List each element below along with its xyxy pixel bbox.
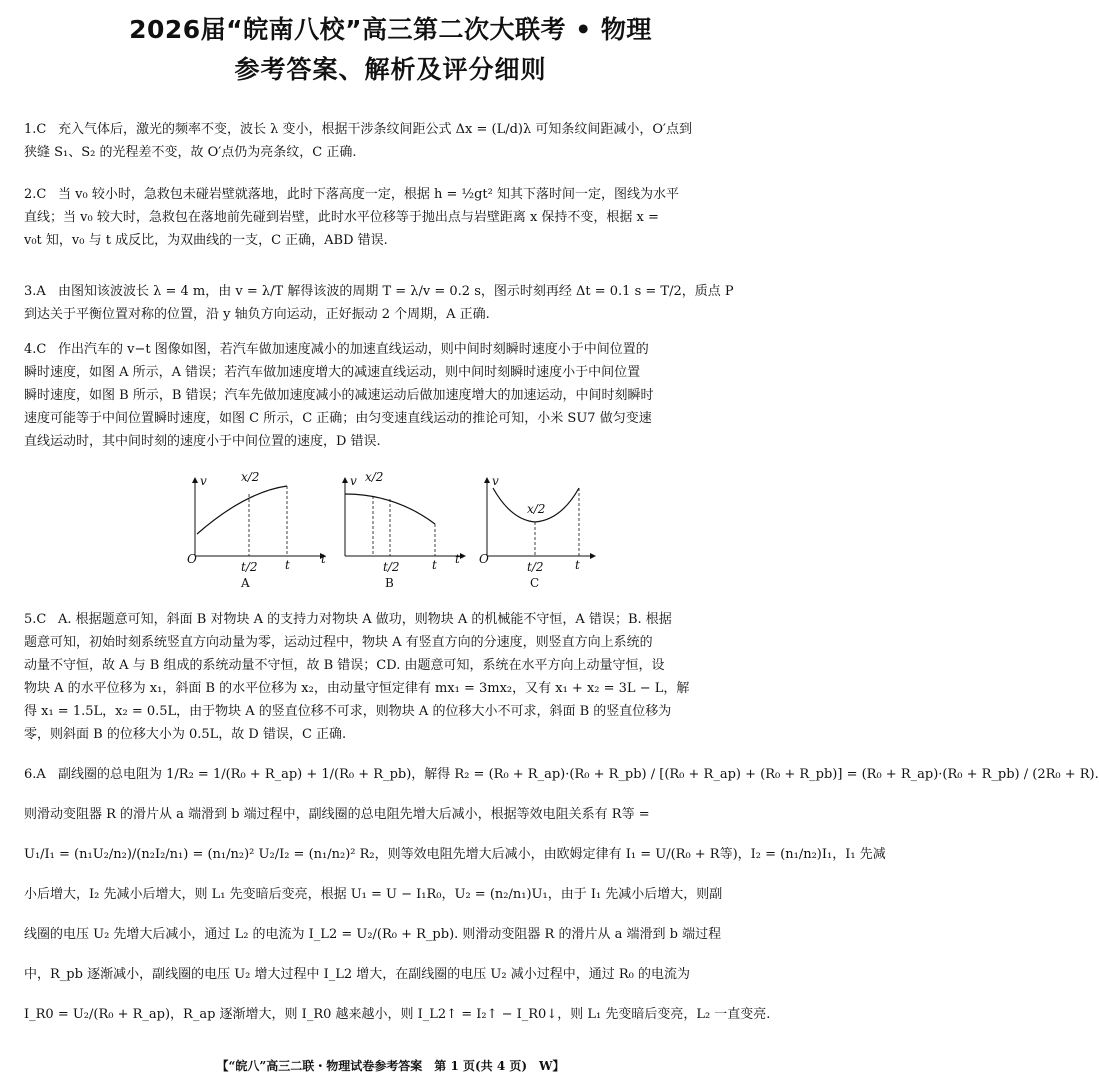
origin-label: O bbox=[187, 552, 197, 566]
answer-text: 副线圈的总电阻为 1/R₂ = 1/(R₀ + R_ap) + 1/(R₀ + R_pb)，解得 R₂ = (R₀ + R_ap)·(R₀ + R_pb) / [(R₀ + R_ap) + (R₀ + R_pb)] = (R₀ + R_ap)·(R₀ + R_pb) / (2R₀ + R). bbox=[58, 767, 1099, 782]
answer-line: 中，R_pb 逐渐减小，副线圈的电压 U₂ 增大过程中 I_L2 增大，在副线圈的电压 U₂ 减小过程中，通过 R₀ 的电流为 bbox=[24, 967, 690, 982]
graph-c-label: C bbox=[530, 576, 540, 590]
answer-line bbox=[24, 183, 759, 206]
answer-line: 动量不守恒，故 A 与 B 组成的系统动量不守恒，故 B 错误；CD. 由题意可知，系统在水平方向上动量守恒，设 bbox=[24, 658, 665, 673]
answer-line: 物块 A 的水平位移为 x₁，斜面 B 的水平位移为 x₂，由动量守恒定律有 mx₁ = 3mx₂，又有 x₁ + x₂ = 3L − L，解 bbox=[24, 681, 690, 696]
answer-text: 作出汽车的 v−t 图像如图，若汽车做加速度减小的加速直线运动，则中间时刻瞬时速度小于中间位置的 bbox=[58, 342, 649, 357]
answer-2 bbox=[24, 183, 759, 252]
origin-label: O bbox=[479, 552, 489, 566]
answer-line: 到达关于平衡位置对称的位置，沿 y 轴负方向运动，正好振动 2 个周期，A 正确. bbox=[24, 307, 490, 322]
axis-t-label: t bbox=[321, 552, 326, 566]
graph-a-label: A bbox=[241, 576, 250, 590]
page-subtitle: 参考答案、解析及评分细则 bbox=[234, 55, 547, 84]
graph-a bbox=[195, 478, 325, 556]
half-t-label: t/2 bbox=[241, 560, 258, 574]
axis-t-label: t bbox=[455, 552, 460, 566]
answer-text: A. 根据题意可知，斜面 B 对物块 A 的支持力对物块 A 做功，则物块 A 的机械能不守恒，A 错误；B. 根据 bbox=[58, 612, 672, 627]
answer-line: I_R0 = U₂/(R₀ + R_ap)，R_ap 逐渐增大，则 I_R0 越来越小，则 I_L2↑ = I₂↑ − I_R0↓，则 L₁ 先变暗后变亮，L₂ 一直变亮. bbox=[24, 1007, 771, 1022]
answer-line: 瞬时速度，如图 A 所示，A 错误；若汽车做加速度增大的减速直线运动，则中间时刻瞬时速度小于中间位置 bbox=[24, 365, 641, 380]
axis-v-label: v bbox=[200, 474, 207, 488]
axis-v-label: v bbox=[492, 474, 499, 488]
full-t-label: t bbox=[575, 558, 580, 572]
answer-line: 小后增大，I₂ 先减小后增大，则 L₁ 先变暗后变亮，根据 U₁ = U − I₁R₀，U₂ = (n₂/n₁)U₁，由于 I₁ 先减小后增大，则副 bbox=[24, 887, 723, 902]
answer-line: 线圈的电压 U₂ 先增大后减小，通过 L₂ 的电流为 I_L2 = U₂/(R₀ + R_pb). 则滑动变阻器 R 的滑片从 a 端滑到 b 端过程 bbox=[24, 927, 722, 942]
answer-number: 1.C bbox=[24, 122, 47, 137]
answer-number: 5.C bbox=[24, 612, 47, 627]
answer-line: 题意可知，初始时刻系统竖直方向动量为零，运动过程中，物块 A 有竖直方向的分速度，则竖直方向上系统的 bbox=[24, 635, 653, 650]
page-footer: 【“皖八”高三二联・物理试卷参考答案 第 1 页(共 4 页) W】 bbox=[216, 1059, 565, 1073]
answer-text: 当 v₀ 较小时，急救包未碰岩壁就落地，此时下落高度一定，根据 h = ½gt² 知其下落时间一定，图线为水平 bbox=[58, 187, 679, 202]
answer-line bbox=[24, 338, 759, 361]
page-title: 2026届“皖南八校”高三第二次大联考 • 物理 bbox=[129, 15, 652, 44]
half-x-label: x/2 bbox=[241, 470, 260, 484]
answer-number: 6.A bbox=[24, 767, 46, 782]
answer-line: 得 x₁ = 1.5L，x₂ = 0.5L，由于物块 A 的竖直位移不可求，则物块 A 的位移大小不可求，斜面 B 的竖直位移为 bbox=[24, 704, 672, 719]
answer-line: 速度可能等于中间位置瞬时速度，如图 C 所示，C 正确；由匀变速直线运动的推论可知，小米 SU7 做匀变速 bbox=[24, 411, 652, 426]
half-t-label: t/2 bbox=[383, 560, 400, 574]
answer-line: 零，则斜面 B 的位移大小为 0.5L，故 D 错误，C 正确. bbox=[24, 727, 347, 742]
answer-line bbox=[24, 608, 759, 631]
answer-number: 4.C bbox=[24, 342, 47, 357]
answer-5 bbox=[24, 608, 759, 746]
answer-text: 由图知该波波长 λ = 4 m，由 v = λ/T 解得该波的周期 T = λ/v = 0.2 s，图示时刻再经 Δt = 0.1 s = T/2，质点 P bbox=[58, 284, 734, 299]
graph-b bbox=[345, 478, 465, 556]
axis-v-label: v bbox=[350, 474, 357, 488]
full-t-label: t bbox=[285, 558, 290, 572]
answer-line: U₁/I₁ = (n₁U₂/n₂)/(n₂I₂/n₁) = (n₁/n₂)² U₂/I₂ = (n₁/n₂)² R₂，则等效电阻先增大后减小，由欧姆定律有 I₁ = U/(R₀ + R等)，I₂ = (n₁/n₂)I₁，I₁ 先减 bbox=[24, 847, 886, 862]
answer-number: 3.A bbox=[24, 284, 46, 299]
answer-line: 狭缝 S₁、S₂ 的光程差不变，故 O′点仍为亮条纹，C 正确. bbox=[24, 145, 357, 160]
answer-text: 充入气体后，激光的频率不变，波长 λ 变小，根据干涉条纹间距公式 Δx = (L/d)λ 可知条纹间距减小，O′点到 bbox=[58, 122, 692, 137]
half-t-label: t/2 bbox=[527, 560, 544, 574]
answer-6 bbox=[24, 755, 1099, 1035]
answer-line: v₀t 知，v₀ 与 t 成反比，为双曲线的一支，C 正确，ABD 错误. bbox=[24, 233, 388, 248]
answer-line: 瞬时速度，如图 B 所示，B 错误；汽车先做加速度减小的减速运动后做加速度增大的加速运动，中间时刻瞬时 bbox=[24, 388, 654, 403]
vt-graphs bbox=[175, 472, 595, 590]
graph-b-label: B bbox=[385, 576, 394, 590]
full-t-label: t bbox=[432, 558, 437, 572]
answer-line bbox=[24, 118, 759, 141]
graph-c bbox=[487, 478, 595, 556]
half-x-label: x/2 bbox=[527, 502, 546, 516]
answer-line bbox=[24, 280, 759, 303]
answer-number: 2.C bbox=[24, 187, 47, 202]
answer-line: 直线；当 v₀ 较大时，急救包在落地前先碰到岩壁，此时水平位移等于抛出点与岩壁距离 x 保持不变，根据 x = bbox=[24, 210, 659, 225]
answer-line: 则滑动变阻器 R 的滑片从 a 端滑到 b 端过程中，副线圈的总电阻先增大后减小，根据等效电阻关系有 R等 = bbox=[24, 807, 650, 822]
answer-3 bbox=[24, 280, 759, 326]
answer-4 bbox=[24, 338, 759, 453]
answer-1 bbox=[24, 118, 759, 164]
answer-line: 直线运动时，其中间时刻的速度小于中间位置的速度，D 错误. bbox=[24, 434, 381, 449]
answer-line bbox=[24, 755, 1099, 795]
half-x-label: x/2 bbox=[365, 470, 384, 484]
curve-a bbox=[197, 486, 287, 534]
